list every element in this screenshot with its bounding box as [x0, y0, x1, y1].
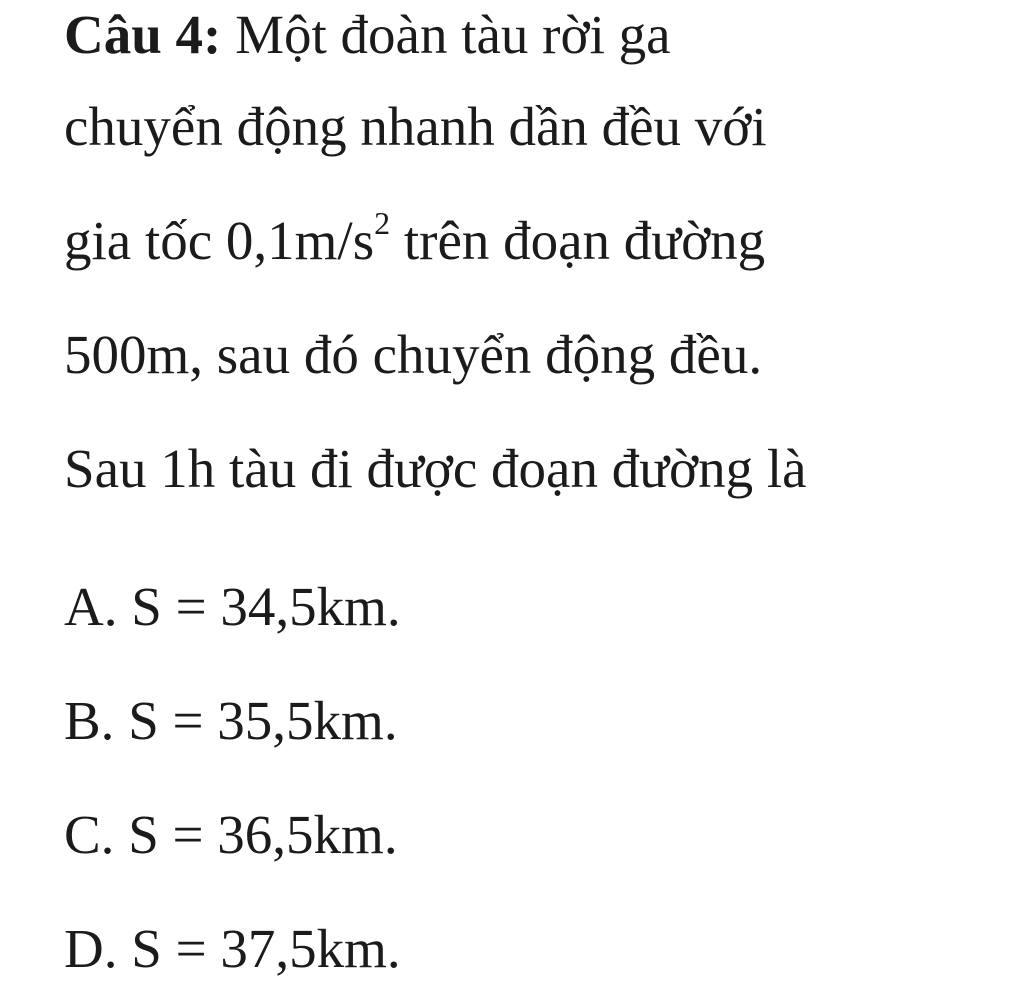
option-a[interactable] [64, 550, 401, 664]
option-d-label: D. [64, 918, 118, 979]
exponent: 2 [374, 204, 391, 241]
question-line-5: Sau 1h tàu đi được đoạn đường là [64, 438, 807, 499]
option-a-text: S = 34,5km. [117, 576, 401, 637]
question-line-3 [64, 184, 1004, 298]
option-b[interactable] [64, 664, 401, 778]
option-c-label: C. [64, 804, 115, 865]
option-b-text: S = 35,5km. [114, 690, 398, 751]
option-a-label: A. [64, 576, 118, 637]
option-b-label: B. [64, 690, 115, 751]
answer-options [64, 550, 401, 1006]
question-line-1-text: Một đoàn tàu rời ga [221, 4, 671, 65]
question-line-3-before: gia tốc 0,1m/s [64, 210, 375, 271]
question-label: Câu 4: [64, 4, 222, 65]
question-text [64, 0, 1004, 526]
question-line-4: 500m, sau đó chuyển động đều. [64, 324, 763, 385]
option-c[interactable] [64, 778, 401, 892]
option-d[interactable] [64, 892, 401, 1006]
option-d-text: S = 37,5km. [117, 918, 401, 979]
question-line-2: chuyển động nhanh dần đều với [64, 96, 767, 157]
option-c-text: S = 36,5km. [114, 804, 398, 865]
question-line-3-after: trên đoạn đường [390, 210, 766, 271]
question-line-1 [64, 0, 1004, 70]
